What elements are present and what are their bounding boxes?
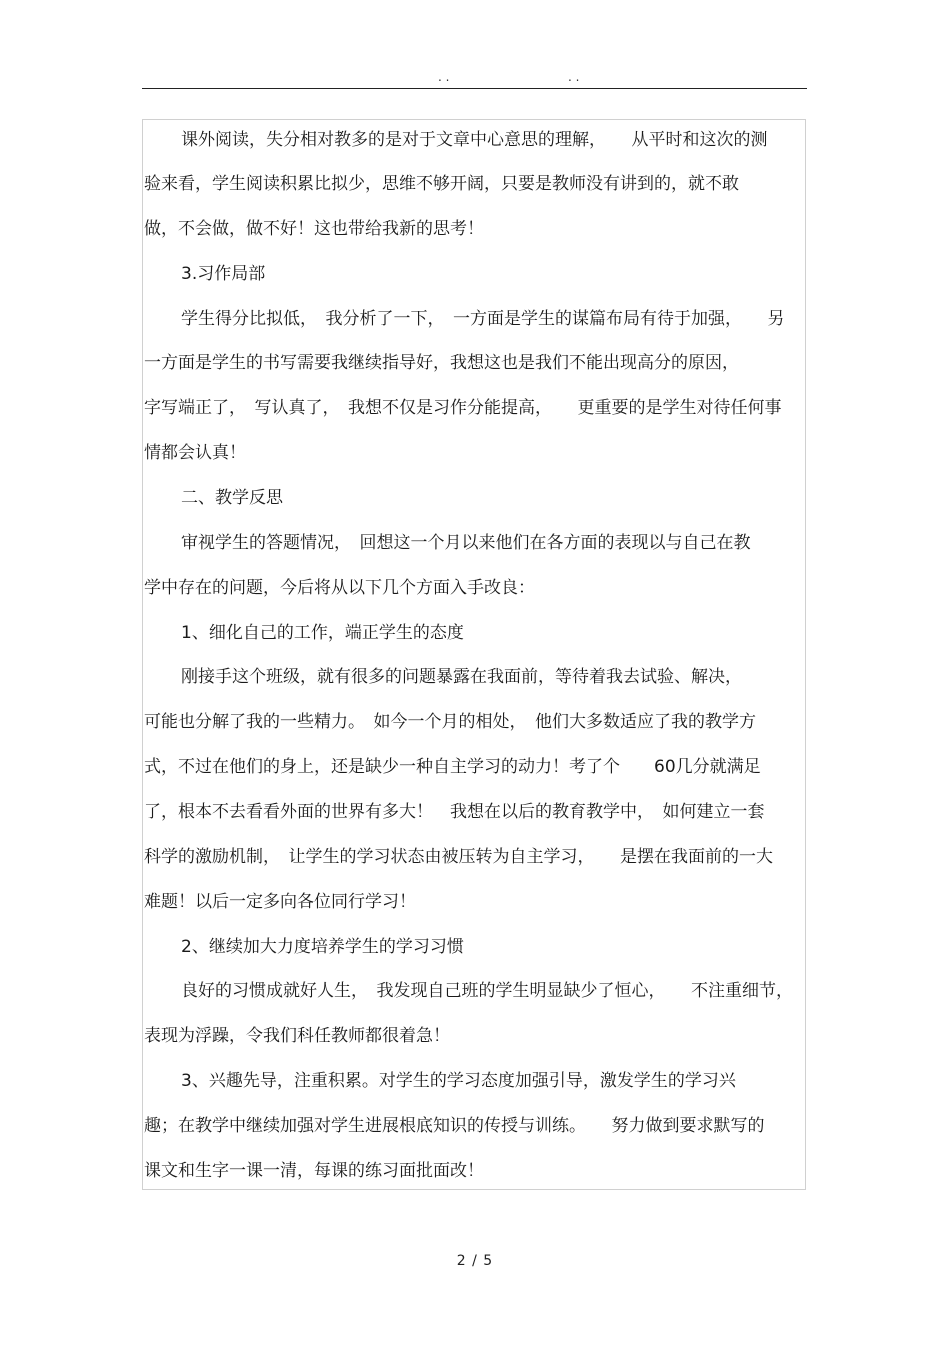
section-heading: 1、细化自己的工作，端正学生的态度 [181,623,464,643]
text-line: 课外阅读，失分相对教多的是对于文章中心意思的理解， 从平时和这次的测 [181,130,768,150]
text-line: 学生得分比拟低， 我分析了一下， 一方面是学生的谋篇布局有待于加强， 另 [181,309,785,329]
text-line: 验来看，学生阅读积累比拟少，思维不够开阔，只要是教师没有讲到的，就不敢 [144,174,739,194]
text-line: 情都会认真！ [144,443,246,463]
header-dots-right: . . [568,70,580,84]
text-line: 科学的激励机制， 让学生的学习状态由被压转为自主学习， 是摆在我面前的一大 [144,847,773,867]
text-line: 了，根本不去看看外面的世界有多大！ 我想在以后的教育教学中， 如何建立一套 [144,802,765,822]
section-heading: 3.习作局部 [181,264,266,284]
text-line: 字写端正了， 写认真了， 我想不仅是习作分能提高， 更重要的是学生对待任何事 [144,398,782,418]
text-line: 一方面是学生的书写需要我继续指导好，我想这也是我们不能出现高分的原因， [144,353,739,373]
text-line: 表现为浮躁，令我们科任教师都很着急！ [144,1026,450,1046]
text-line: 可能也分解了我的一些精力。 如今一个月的相处， 他们大多数适应了我的教学方 [144,712,756,732]
text-line: 学中存在的问题，今后将从以下几个方面入手改良： [144,578,535,598]
header-dots-left: . . [438,70,450,84]
text-line: 课文和生字一课一清，每课的练习面批面改！ [144,1161,484,1181]
section-heading: 2、继续加大力度培养学生的学习习惯 [181,937,464,957]
text-line: 做，不会做，做不好！这也带给我新的思考！ [144,219,484,239]
text-line: 趣；在教学中继续加强对学生进展根底知识的传授与训练。 努力做到要求默写的 [144,1116,765,1136]
section-heading: 3、兴趣先导，注重积累。对学生的学习态度加强引导，激发学生的学习兴 [181,1071,736,1091]
text-line: 良好的习惯成就好人生， 我发现自己班的学生明显缺少了恒心， 不注重细节， [181,981,793,1001]
text-line: 刚接手这个班级，就有很多的问题暴露在我面前，等待着我去试验、解决， [181,667,742,687]
section-heading: 二、教学反思 [181,488,283,508]
page-number: 2 / 5 [456,1253,494,1269]
text-line: 难题！以后一定多向各位同行学习！ [144,892,416,912]
header-dots [0,70,950,84]
text-line: 式，不过在他们的身上，还是缺少一种自主学习的动力！考了个 60几分就满足 [144,757,761,777]
text-line: 审视学生的答题情况， 回想这一个月以来他们在各方面的表现以与自己在教 [181,533,751,553]
header-rule [142,88,807,89]
